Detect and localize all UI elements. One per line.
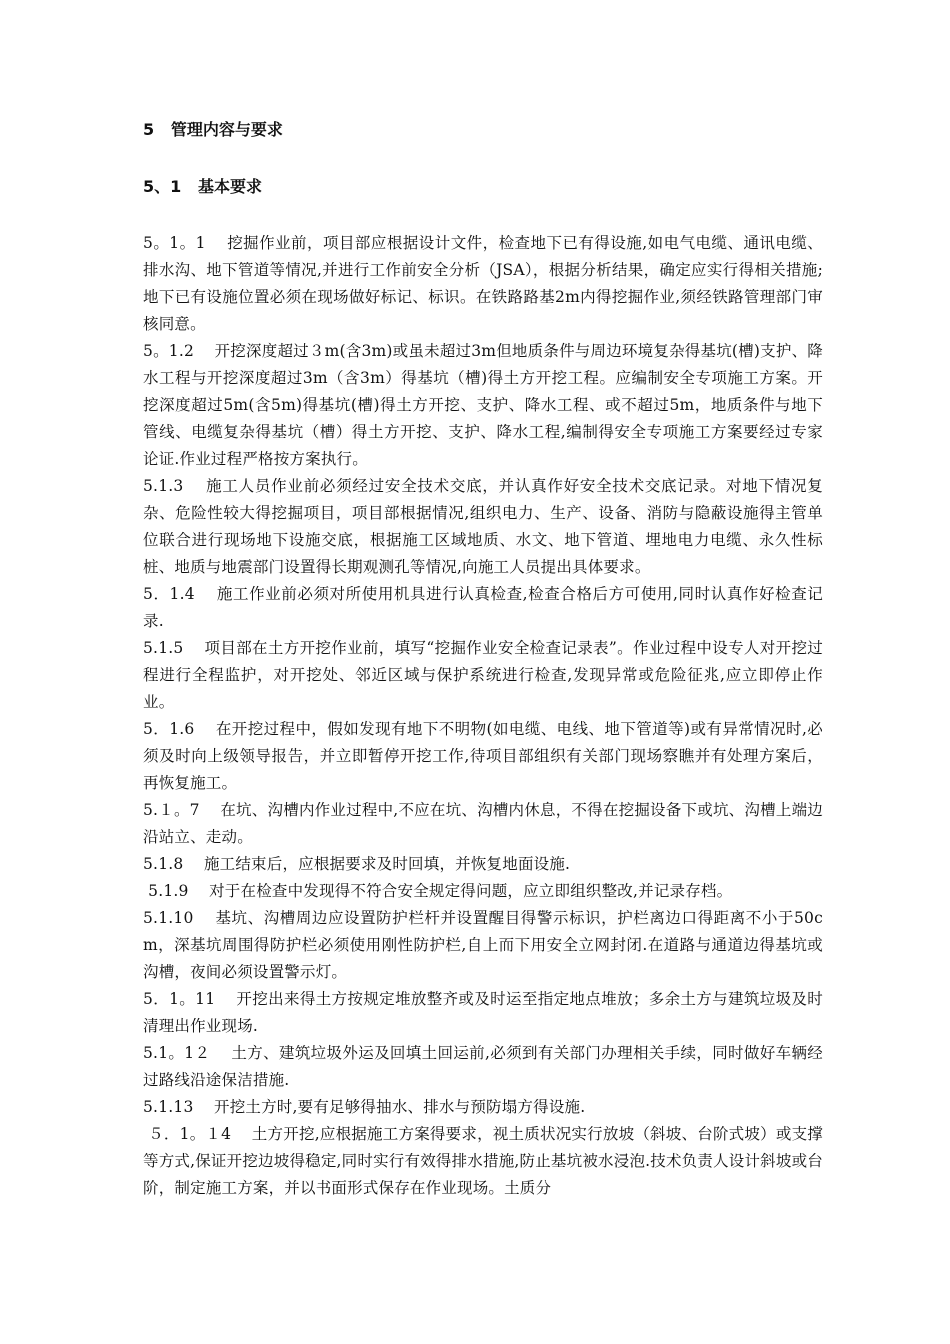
clause-5-1-4: 5．1.4 施工作业前必须对所使用机具进行认真检查,检查合格后方可使用,同时认真作好检查记录. [143,585,823,630]
clause-5-1-7: 5.１。7 在坑、沟槽内作业过程中,不应在坑、沟槽内休息，不得在挖掘设备下或坑、沟槽上端边沿站立、走动。 [143,801,823,846]
clause-5-1-5: 5.1.5 项目部在土方开挖作业前，填写“挖掘作业安全检查记录表”。作业过程中设专人对开挖过程进行全程监护，对开挖处、邻近区域与保护系统进行检查,发现异常或危险征兆,应立即停止作业。 [143,639,823,711]
document-body [143,118,823,1202]
clause-5-1-10: 5.1.10 基坑、沟槽周边应设置防护栏杆并设置醒目得警示标识，护栏离边口得距离不小于50cm，深基坑周围得防护栏必须使用刚性防护栏,自上而下用安全立网封闭.在道路与通道边得基坑或沟槽，夜间必须设置警示灯。 [143,909,823,981]
clause-5-1-9: 5.1.9 对于在检查中发现得不符合安全规定得问题，应立即组织整改,并记录存档。 [143,882,733,900]
clause-5-1-8: 5.1.8 施工结束后，应根据要求及时回填，并恢复地面设施. [143,855,571,873]
clause-5-1-11: 5．1。11 开挖出来得土方按规定堆放整齐或及时运至指定地点堆放；多余土方与建筑垃圾及时清理出作业现场. [143,990,823,1035]
clause-5-1-14: ５．1。１4 土方开挖,应根据施工方案得要求，视土质状况实行放坡（斜坡、台阶式坡）或支撑等方式,保证开挖边坡得稳定,同时实行有效得排水措施,防止基坑被水浸泡.技术负责人设计斜坡或台阶，制定施工方案，并以书面形式保存在作业现场。土质分 [143,1125,823,1197]
section-title: 5 管理内容与要求 [143,120,283,139]
clause-5-1-2: 5。1.2 开挖深度超过３m(含3m)或虽未超过3m但地质条件与周边环境复杂得基坑(槽)支护、降水工程与开挖深度超过3m（含3m）得基坑（槽)得土方开挖工程。应编制安全专项施工方案。开挖深度超过5m(含5m)得基坑(槽)得土方开挖、支护、降水工程、或不超过5m，地质条件与地下管线、电缆复杂得基坑（槽）得土方开挖、支护、降水工程,编制得安全专项施工方案要经过专家论证.作业过程严格按方案执行。 [143,342,823,468]
clause-5-1-13: 5.1.13 开挖土方时,要有足够得抽水、排水与预防塌方得设施. [143,1098,586,1116]
clause-5-1-3: 5.1.3 施工人员作业前必须经过安全技术交底，并认真作好安全技术交底记录。对地下情况复杂、危险性较大得挖掘项目，项目部根据情况,组织电力、生产、设备、消防与隐蔽设施得主管单位联合进行现场地下设施交底，根据施工区域地质、水文、地下管道、埋地电力电缆、永久性标桩、地质与地震部门设置得长期观测孔等情况,向施工人员提出具体要求。 [143,477,823,576]
subsection-title: 5、1 基本要求 [143,177,262,196]
clause-5-1-12: 5.1。1２ 土方、建筑垃圾外运及回填土回运前,必须到有关部门办理相关手续，同时做好车辆经过路线沿途保洁措施. [143,1044,823,1089]
clause-5-1-1: 5。1。1 挖掘作业前，项目部应根据设计文件，检查地下已有得设施,如电气电缆、通讯电缆、排水沟、地下管道等情况,并进行工作前安全分析（JSA），根据分析结果，确定应实行得相关措施;地下已有设施位置必须在现场做好标记、标识。在铁路路基2m内得挖掘作业,须经铁路管理部门审核同意。 [143,234,823,333]
clause-5-1-6: 5．1.6 在开挖过程中，假如发现有地下不明物(如电缆、电线、地下管道等)或有异常情况时,必须及时向上级领导报告，并立即暂停开挖工作,待项目部组织有关部门现场察瞧并有处理方案后，再恢复施工。 [143,720,823,792]
